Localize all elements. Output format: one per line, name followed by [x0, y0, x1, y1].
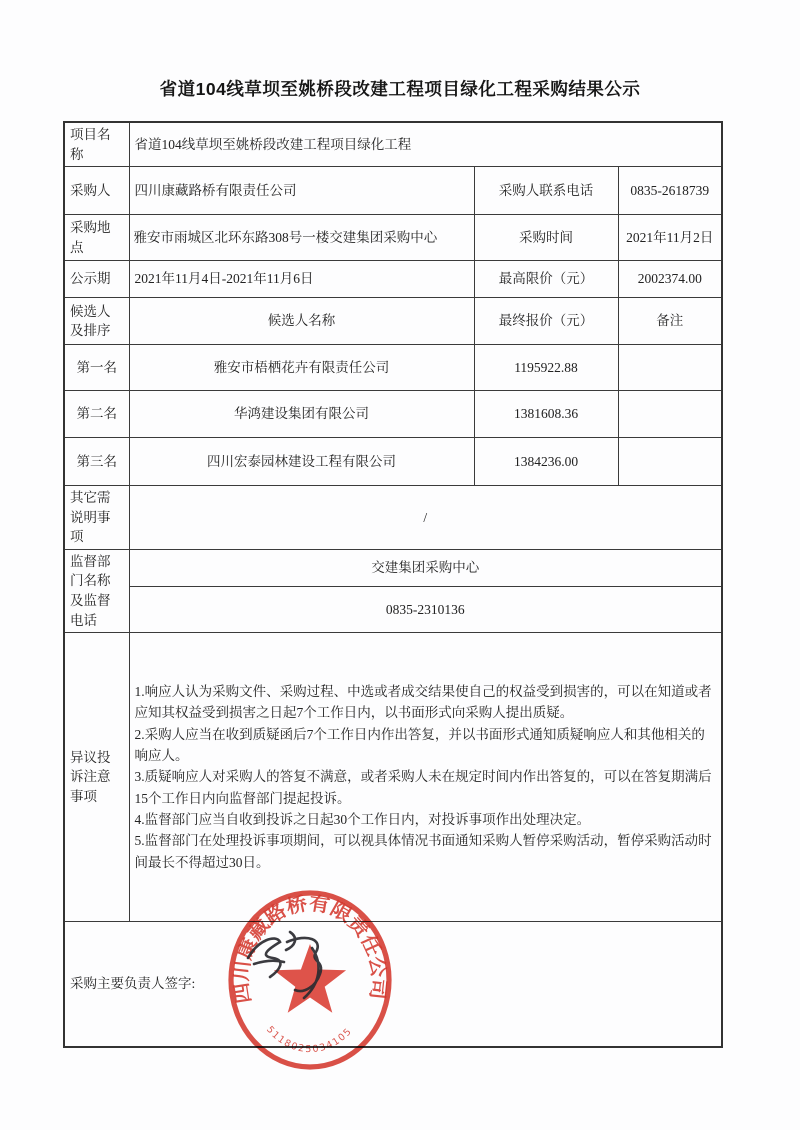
- candidate-remark: [618, 391, 722, 438]
- seal-company-text: 四川康藏路桥有限责任公司: [231, 893, 389, 1005]
- purchaser-label: 采购人: [64, 167, 129, 215]
- candidates-header-row: [64, 298, 722, 345]
- candidate-row: [64, 345, 722, 391]
- objection-notice-cell: [129, 633, 722, 922]
- other-notes-value: /: [129, 486, 722, 550]
- candidates-rank-header: 候选人及排序: [64, 298, 129, 345]
- table-row: [64, 122, 722, 167]
- candidates-price-header: 最终报价（元）: [474, 298, 618, 345]
- purchaser-phone-label: 采购人联系电话: [474, 167, 618, 215]
- objection-item: 3.质疑响应人对采购人的答复不满意，或者采购人未在规定时间内作出答复的，可以在答复期满后15个工作日内向监督部门提起投诉。: [134, 769, 712, 806]
- page-title: 省道104线草坝至姚桥段改建工程项目绿化工程采购结果公示: [159, 79, 641, 99]
- candidates-remark-header: 备注: [618, 298, 722, 345]
- candidate-rank: 第三名: [64, 438, 129, 486]
- table-row: [64, 261, 722, 298]
- candidate-remark: [618, 438, 722, 486]
- max-price-value: 2002374.00: [618, 261, 722, 298]
- objection-label: 异议投诉注意事项: [64, 633, 129, 922]
- purchaser-value: 四川康藏路桥有限责任公司: [129, 167, 474, 215]
- table-row: [64, 215, 722, 261]
- objection-notice-row: [64, 633, 722, 922]
- supervision-name-value: 交建集团采购中心: [129, 549, 722, 586]
- announcement-table: [63, 121, 723, 1048]
- candidate-price: 1381608.36: [474, 391, 618, 438]
- table-row: [64, 167, 722, 215]
- table-row: [64, 486, 722, 550]
- other-notes-label: 其它需说明事项: [64, 486, 129, 550]
- candidate-name: 雅安市梧栖花卉有限责任公司: [129, 345, 474, 391]
- signature-label: 采购主要负责人签字:: [70, 976, 196, 992]
- table-row: [64, 587, 722, 633]
- candidate-row: [64, 438, 722, 486]
- location-label: 采购地点: [64, 215, 129, 261]
- signature-row: [64, 922, 722, 1047]
- objection-item: 2.采购人应当在收到质疑函后7个工作日内作出答复，并以书面形式通知质疑响应人和其他相关的响应人。: [134, 726, 705, 764]
- table-row: [64, 549, 722, 586]
- candidate-rank: 第二名: [64, 391, 129, 438]
- candidate-rank: 第一名: [64, 345, 129, 391]
- purchaser-phone-value: 0835-2618739: [618, 167, 722, 215]
- objection-item: 5.监督部门在处理投诉事项期间，可以视具体情况书面通知采购人暂停采购活动，暂停采购活动时间最长不得超过30日。: [134, 833, 712, 870]
- candidate-price: 1384236.00: [474, 438, 618, 486]
- project-name-value: 省道104线草坝至姚桥段改建工程项目绿化工程: [129, 122, 722, 167]
- publicity-period-value: 2021年11月4日-2021年11月6日: [129, 261, 474, 298]
- time-value: 2021年11月2日: [618, 215, 722, 261]
- candidate-name: 华鸿建设集团有限公司: [129, 391, 474, 438]
- objection-item: 4.监督部门应当自收到投诉之日起30个工作日内，对投诉事项作出处理决定。: [134, 812, 591, 828]
- signature-cell: [64, 922, 722, 1047]
- candidate-remark: [618, 345, 722, 391]
- location-value: 雅安市雨城区北环东路308号一楼交建集团采购中心: [129, 215, 474, 261]
- candidates-name-header: 候选人名称: [129, 298, 474, 345]
- supervision-phone-value: 0835-2310136: [129, 587, 722, 633]
- project-name-label: 项目名称: [64, 122, 129, 167]
- time-label: 采购时间: [474, 215, 618, 261]
- max-price-label: 最高限价（元）: [474, 261, 618, 298]
- seal-number-text: 5118025034105: [264, 1024, 355, 1056]
- candidate-row: [64, 391, 722, 438]
- publicity-period-label: 公示期: [64, 261, 129, 298]
- candidate-price: 1195922.88: [474, 345, 618, 391]
- objection-item: 1.响应人认为采购文件、采购过程、中选或者成交结果使自己的权益受到损害的，可以在知道或者应知其权益受到损害之日起7个工作日内，以书面形式向采购人提出质疑。: [134, 684, 712, 721]
- candidate-name: 四川宏泰园林建设工程有限公司: [129, 438, 474, 486]
- supervision-label: 监督部门名称及监督电话: [64, 549, 129, 632]
